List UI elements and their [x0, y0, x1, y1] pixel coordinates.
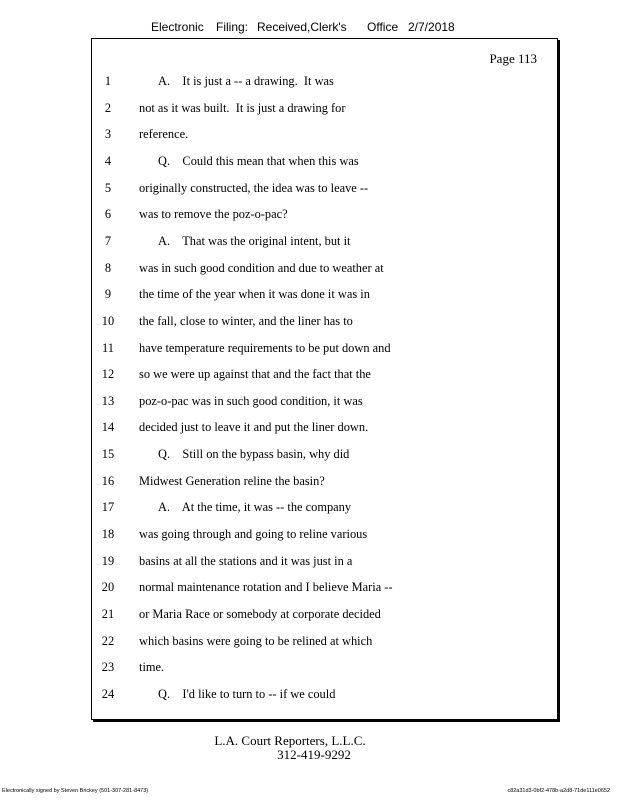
- filing-stamp-header: [0, 20, 618, 36]
- transcript-line: [92, 527, 557, 545]
- court-reporter-phone: 312-419-9292: [277, 747, 351, 762]
- line-number: 11: [102, 340, 114, 355]
- transcript-line: [92, 687, 557, 705]
- transcript-line: [92, 101, 557, 119]
- line-text: which basins were going to be relined at which: [139, 633, 373, 648]
- transcript-line: [92, 154, 557, 172]
- line-text: reference.: [139, 127, 189, 142]
- transcript-line: [92, 580, 557, 598]
- line-text: A. At the time, it was -- the company: [158, 500, 352, 515]
- transcript-page-frame: [91, 38, 558, 720]
- line-number: 22: [101, 633, 115, 648]
- transcript-line: [92, 634, 557, 652]
- line-number: 10: [101, 313, 115, 328]
- court-reporter-firm: L.A. Court Reporters, L.L.C.: [214, 733, 366, 748]
- line-text: the time of the year when it was done it was in: [139, 287, 370, 302]
- transcript-line: [92, 367, 557, 385]
- line-text: not as it was built. It is just a drawing for: [139, 100, 346, 115]
- transcript-line: [92, 447, 557, 465]
- line-text: normal maintenance rotation and I believe Maria --: [139, 580, 393, 595]
- line-number: 12: [101, 367, 115, 382]
- line-text: Midwest Generation reline the basin?: [139, 473, 325, 488]
- header-date: 2/7/2018: [408, 20, 455, 34]
- line-number: 17: [101, 500, 115, 515]
- line-number: 3: [104, 127, 112, 142]
- line-text: Q. Still on the bypass basin, why did: [158, 447, 350, 462]
- line-number: 8: [104, 260, 112, 275]
- header-office: Office: [367, 20, 399, 34]
- line-number: 16: [101, 473, 115, 488]
- transcript-line: [92, 207, 557, 225]
- line-number: 14: [101, 420, 115, 435]
- transcript-line: [92, 234, 557, 252]
- transcript-line: [92, 420, 557, 438]
- line-number: 15: [101, 447, 115, 462]
- line-text: the fall, close to winter, and the liner has to: [139, 313, 353, 328]
- line-text: have temperature requirements to be put down and: [139, 340, 391, 355]
- page-number: Page 113: [489, 51, 537, 66]
- line-text: A. That was the original intent, but it: [158, 233, 351, 248]
- header-filing: Filing:: [216, 20, 249, 34]
- transcript-line: [92, 287, 557, 305]
- transcript-line: [92, 261, 557, 279]
- line-text: basins at all the stations and it was just in a: [139, 553, 353, 568]
- transcript-line: [92, 341, 557, 359]
- transcript-line: [92, 394, 557, 412]
- line-number: 4: [104, 153, 112, 168]
- line-number: 24: [101, 686, 115, 701]
- transcript-line: [92, 554, 557, 572]
- line-number: 7: [104, 233, 112, 248]
- line-text: poz-o-pac was in such good condition, it was: [139, 393, 363, 408]
- line-text: Q. Could this mean that when this was: [158, 153, 359, 168]
- line-text: time.: [139, 660, 165, 675]
- line-number: 13: [101, 393, 115, 408]
- line-text: was going through and going to reline various: [139, 527, 368, 542]
- transcript-line: [92, 500, 557, 518]
- transcript-line: [92, 127, 557, 145]
- line-number: 5: [104, 180, 112, 195]
- transcript-line: [92, 607, 557, 625]
- line-text: or Maria Race or somebody at corporate decided: [139, 607, 381, 621]
- document-hash: c82a31d3-0bf2-478b-a2d8-71de111e0652: [507, 788, 610, 794]
- line-number: 20: [101, 580, 115, 595]
- header-received-clerks: Received,Clerk's: [257, 20, 347, 34]
- transcript-line: [92, 74, 557, 92]
- line-number: 6: [104, 207, 112, 222]
- header-electronic: Electronic: [151, 20, 204, 34]
- line-text: so we were up against that and the fact that the: [139, 367, 371, 382]
- line-text: was in such good condition and due to weather at: [139, 260, 384, 275]
- line-number: 1: [104, 74, 112, 88]
- line-text: A. It is just a -- a drawing. It was: [158, 74, 334, 88]
- line-number: 18: [101, 527, 115, 542]
- line-text: was to remove the poz-o-pac?: [139, 207, 288, 222]
- line-text: decided just to leave it and put the liner down.: [139, 420, 369, 435]
- transcript-line: [92, 660, 557, 678]
- line-number: 9: [104, 287, 112, 302]
- line-text: Q. I'd like to turn to -- if we could: [158, 686, 336, 701]
- transcript-line: [92, 474, 557, 492]
- line-text: originally constructed, the idea was to leave --: [139, 180, 369, 195]
- transcript-line: [92, 314, 557, 332]
- transcript-line: [92, 181, 557, 199]
- electronic-signature: Electronically signed by Steven Brickey (501-307-281-8473): [2, 788, 149, 794]
- line-number: 19: [101, 553, 115, 568]
- line-number: 2: [104, 100, 112, 115]
- line-number: 21: [101, 607, 115, 621]
- line-number: 23: [101, 660, 115, 675]
